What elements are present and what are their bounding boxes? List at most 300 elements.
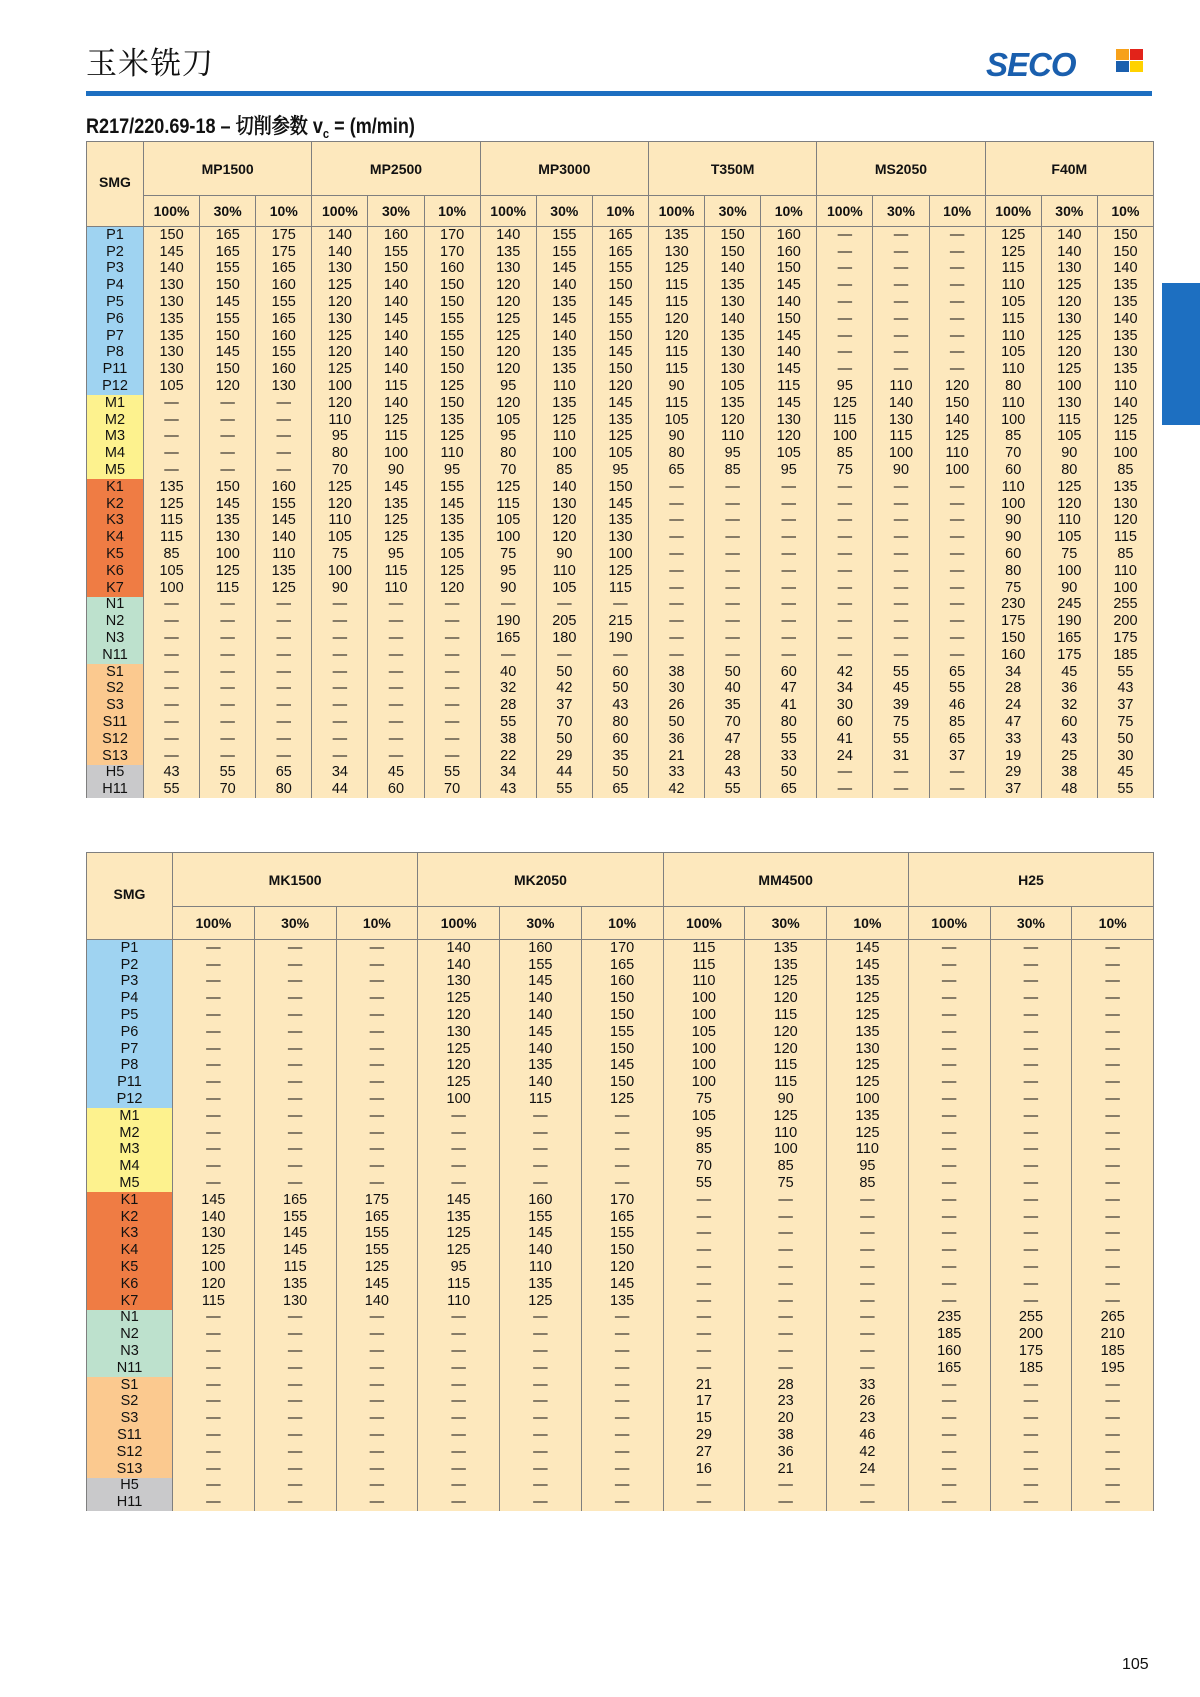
value-cell: 160 [256,361,312,378]
value-cell: — [873,765,929,782]
value-cell: — [990,1259,1072,1276]
table-row [87,748,1154,765]
value-cell: 160 [500,1192,582,1209]
value-cell: — [648,496,704,513]
value-cell: — [254,1007,336,1024]
value-cell: 130 [312,311,368,328]
value-cell: 145 [761,395,817,412]
value-cell: 100 [985,496,1041,513]
value-cell: — [254,1326,336,1343]
value-cell: 115 [480,496,536,513]
value-cell: — [1072,1192,1154,1209]
value-cell: — [256,647,312,664]
value-cell: — [200,748,256,765]
value-cell: 120 [480,361,536,378]
table-row [87,1108,1154,1125]
value-cell: 90 [648,378,704,395]
value-cell: 70 [200,781,256,798]
value-cell: 175 [1041,647,1097,664]
value-cell: — [990,1394,1072,1411]
value-cell: 45 [1097,765,1153,782]
value-cell: — [200,429,256,446]
value-cell: 105 [536,580,592,597]
value-cell: 23 [745,1394,827,1411]
value-cell: 130 [144,345,200,362]
table-row [87,1175,1154,1192]
table-row [87,1343,1154,1360]
value-cell: — [368,630,424,647]
value-cell: — [581,1158,663,1175]
subtitle-unit: = (m/min) [329,115,415,138]
value-cell: 110 [985,479,1041,496]
value-cell: 130 [592,529,648,546]
value-cell: — [908,1427,990,1444]
value-cell: — [336,1478,418,1495]
value-cell: 100 [663,990,745,1007]
value-cell: — [990,1478,1072,1495]
value-cell: 90 [536,546,592,563]
value-cell: 90 [1041,580,1097,597]
value-cell: 130 [1097,496,1153,513]
value-cell: 33 [827,1377,909,1394]
value-cell: — [663,1276,745,1293]
value-cell: 43 [1097,681,1153,698]
value-cell: 140 [368,395,424,412]
smg-cell: S1 [87,664,144,681]
value-cell: — [500,1410,582,1427]
smg-cell: M3 [87,1142,173,1159]
value-cell: 70 [985,445,1041,462]
table-row [87,529,1154,546]
value-cell: — [500,1142,582,1159]
value-cell: — [254,1410,336,1427]
smg-cell: P6 [87,1024,173,1041]
page-number: 105 [1122,1656,1149,1673]
value-cell: 110 [312,412,368,429]
value-cell: — [336,1024,418,1041]
value-cell: 45 [1041,664,1097,681]
value-cell: — [827,1343,909,1360]
table-row [87,1326,1154,1343]
table-row [87,697,1154,714]
value-cell: — [368,681,424,698]
value-cell: — [173,1394,255,1411]
value-cell: 120 [1041,496,1097,513]
value-cell: — [745,1226,827,1243]
value-cell: 85 [817,445,873,462]
value-cell: — [990,957,1072,974]
value-cell: 125 [1041,361,1097,378]
value-cell: 33 [648,765,704,782]
value-cell: 150 [144,227,200,244]
value-cell: 115 [1041,412,1097,429]
value-cell: — [312,664,368,681]
value-cell: 23 [827,1410,909,1427]
smg-cell: N3 [87,1343,173,1360]
value-cell: 115 [648,277,704,294]
percent-header: 10% [581,907,663,940]
value-cell: — [336,974,418,991]
value-cell: — [908,1293,990,1310]
value-cell: 41 [817,731,873,748]
value-cell: 105 [144,378,200,395]
value-cell: 120 [312,294,368,311]
grade-header: MK2050 [418,853,663,907]
value-cell: — [424,714,480,731]
value-cell: — [648,647,704,664]
value-cell: 165 [592,244,648,261]
value-cell: — [908,990,990,1007]
value-cell: 38 [745,1427,827,1444]
value-cell: 230 [985,597,1041,614]
value-cell: 24 [985,697,1041,714]
value-cell: — [990,1377,1072,1394]
value-cell: 135 [592,513,648,530]
value-cell: — [827,1226,909,1243]
value-cell: — [827,1310,909,1327]
value-cell: 125 [368,529,424,546]
smg-cell: N11 [87,1360,173,1377]
cutting-data-table-1 [86,141,1154,798]
value-cell: 55 [663,1175,745,1192]
value-cell: 125 [312,277,368,294]
value-cell: 115 [985,261,1041,278]
value-cell: — [705,597,761,614]
value-cell: 125 [336,1259,418,1276]
value-cell: — [144,462,200,479]
value-cell: 110 [745,1125,827,1142]
value-cell: 125 [424,563,480,580]
value-cell: — [745,1276,827,1293]
value-cell: — [873,529,929,546]
smg-cell: H5 [87,1478,173,1495]
value-cell: — [929,630,985,647]
value-cell: 110 [985,277,1041,294]
value-cell: 140 [312,227,368,244]
smg-cell: M5 [87,1175,173,1192]
table-row [87,765,1154,782]
value-cell: 80 [1041,462,1097,479]
smg-header: SMG [87,142,144,227]
value-cell: — [908,1058,990,1075]
value-cell: 95 [480,429,536,446]
value-cell: 135 [1097,328,1153,345]
value-cell: — [581,1478,663,1495]
smg-cell: K6 [87,563,144,580]
value-cell: 175 [990,1343,1072,1360]
value-cell: 42 [648,781,704,798]
value-cell: — [648,513,704,530]
value-cell: 95 [827,1158,909,1175]
value-cell: 145 [761,328,817,345]
value-cell: 19 [985,748,1041,765]
value-cell: — [908,1158,990,1175]
value-cell: 65 [592,781,648,798]
value-cell: 125 [312,361,368,378]
value-cell: — [424,681,480,698]
value-cell: 125 [312,479,368,496]
value-cell: — [929,294,985,311]
value-cell: 85 [536,462,592,479]
value-cell: 115 [648,294,704,311]
percent-header: 30% [990,907,1072,940]
value-cell: 100 [480,529,536,546]
value-cell: — [144,697,200,714]
value-cell: — [761,563,817,580]
value-cell: 140 [418,957,500,974]
value-cell: 90 [873,462,929,479]
value-cell: 130 [536,496,592,513]
smg-cell: M3 [87,429,144,446]
value-cell: 25 [1041,748,1097,765]
value-cell: — [1072,1427,1154,1444]
value-cell: — [929,328,985,345]
smg-cell: P4 [87,990,173,1007]
value-cell: — [745,1326,827,1343]
value-cell: 190 [1041,613,1097,630]
value-cell: 75 [663,1091,745,1108]
value-cell: 55 [929,681,985,698]
value-cell: — [200,613,256,630]
value-cell: — [705,546,761,563]
smg-cell: P5 [87,294,144,311]
value-cell: 125 [929,429,985,446]
value-cell: 90 [985,513,1041,530]
value-cell: 135 [745,940,827,957]
value-cell: 26 [648,697,704,714]
value-cell: 115 [745,1007,827,1024]
value-cell: 140 [1097,311,1153,328]
value-cell: — [173,1024,255,1041]
value-cell: — [873,781,929,798]
value-cell: — [200,647,256,664]
value-cell: 135 [368,496,424,513]
value-cell: 39 [873,697,929,714]
value-cell: — [200,731,256,748]
value-cell: — [254,1343,336,1360]
value-cell: 95 [424,462,480,479]
value-cell: 145 [827,940,909,957]
value-cell: — [173,940,255,957]
value-cell: 140 [929,412,985,429]
value-cell: 150 [581,1041,663,1058]
value-cell: 90 [985,529,1041,546]
percent-header: 100% [648,196,704,227]
value-cell: 120 [480,395,536,412]
value-cell: 125 [200,563,256,580]
percent-header: 100% [480,196,536,227]
value-cell: — [424,597,480,614]
value-cell: 125 [480,311,536,328]
value-cell: 135 [480,244,536,261]
value-cell: 145 [200,345,256,362]
value-cell: 36 [745,1444,827,1461]
value-cell: 22 [480,748,536,765]
value-cell: — [990,1226,1072,1243]
value-cell: 29 [536,748,592,765]
value-cell: 130 [1041,261,1097,278]
percent-header: 10% [592,196,648,227]
value-cell: — [990,1444,1072,1461]
value-cell: 125 [256,580,312,597]
value-cell: — [1072,1058,1154,1075]
value-cell: — [254,1142,336,1159]
value-cell: — [173,1310,255,1327]
value-cell: — [705,496,761,513]
value-cell: — [418,1360,500,1377]
brand-wordmark: SECO [986,46,1076,83]
value-cell: — [480,597,536,614]
percent-header: 100% [663,907,745,940]
value-cell: — [648,529,704,546]
value-cell: 37 [1097,697,1153,714]
value-cell: — [990,940,1072,957]
value-cell: 130 [173,1226,255,1243]
value-cell: — [908,1192,990,1209]
value-cell: — [336,1310,418,1327]
value-cell: 43 [1041,731,1097,748]
value-cell: 140 [705,261,761,278]
value-cell: 160 [424,261,480,278]
value-cell: 145 [536,261,592,278]
smg-cell: H11 [87,1494,173,1511]
value-cell: 145 [254,1226,336,1243]
value-cell: — [254,957,336,974]
value-cell: — [173,974,255,991]
table-row [87,277,1154,294]
smg-cell: S2 [87,681,144,698]
value-cell: 145 [761,361,817,378]
value-cell: 115 [745,1074,827,1091]
smg-cell: M4 [87,1158,173,1175]
value-cell: — [500,1394,582,1411]
value-cell: 155 [368,244,424,261]
value-cell: 110 [368,580,424,597]
value-cell: — [908,1494,990,1511]
value-cell: 140 [368,328,424,345]
value-cell: 100 [173,1259,255,1276]
value-cell: 105 [761,445,817,462]
value-cell: — [827,1276,909,1293]
smg-cell: S12 [87,1444,173,1461]
value-cell: 160 [581,974,663,991]
value-cell: 105 [480,513,536,530]
value-cell: 155 [581,1024,663,1041]
value-cell: 125 [827,990,909,1007]
value-cell: — [312,613,368,630]
value-cell: — [500,1478,582,1495]
smg-cell: P4 [87,277,144,294]
value-cell: 135 [536,395,592,412]
value-cell: 150 [592,361,648,378]
value-cell: — [1072,1461,1154,1478]
value-cell: 135 [648,227,704,244]
value-cell: — [418,1125,500,1142]
value-cell: 155 [336,1242,418,1259]
value-cell: 47 [705,731,761,748]
value-cell: — [990,1175,1072,1192]
table-row [87,412,1154,429]
value-cell: 115 [817,412,873,429]
value-cell: — [312,681,368,698]
value-cell: 115 [418,1276,500,1293]
value-cell: — [873,496,929,513]
value-cell: — [173,1142,255,1159]
value-cell: — [254,1494,336,1511]
smg-cell: S2 [87,1394,173,1411]
value-cell: — [1072,1108,1154,1125]
value-cell: — [418,1410,500,1427]
value-cell: — [173,1125,255,1142]
value-cell: — [254,1427,336,1444]
value-cell: — [500,1461,582,1478]
value-cell: — [908,1444,990,1461]
value-cell: — [873,261,929,278]
value-cell: — [144,445,200,462]
value-cell: 120 [592,378,648,395]
value-cell: 45 [368,765,424,782]
value-cell: — [173,1410,255,1427]
value-cell: — [173,1494,255,1511]
value-cell: — [873,345,929,362]
value-cell: 33 [985,731,1041,748]
value-cell: 130 [873,412,929,429]
value-cell: — [144,597,200,614]
subtitle-subscript: c [322,126,330,142]
value-cell: 140 [173,1209,255,1226]
smg-cell: K4 [87,1242,173,1259]
value-cell: 125 [1041,277,1097,294]
value-cell: 105 [1041,529,1097,546]
value-cell: — [581,1125,663,1142]
smg-cell: H5 [87,765,144,782]
value-cell: 95 [418,1259,500,1276]
value-cell: 155 [424,479,480,496]
value-cell: — [745,1293,827,1310]
value-cell: 30 [648,681,704,698]
value-cell: — [254,1360,336,1377]
value-cell: 28 [705,748,761,765]
value-cell: 135 [254,1276,336,1293]
value-cell: — [500,1494,582,1511]
value-cell: 115 [368,429,424,446]
value-cell: 44 [536,765,592,782]
value-cell: 38 [648,664,704,681]
value-cell: — [705,647,761,664]
value-cell: 120 [745,990,827,1007]
value-cell: — [1072,1293,1154,1310]
value-cell: — [827,1209,909,1226]
value-cell: — [663,1343,745,1360]
value-cell: 135 [144,479,200,496]
value-cell: — [256,731,312,748]
value-cell: — [648,597,704,614]
value-cell: — [1072,1024,1154,1041]
value-cell: — [705,479,761,496]
smg-cell: K5 [87,546,144,563]
table-row [87,974,1154,991]
value-cell: 30 [817,697,873,714]
value-cell: 150 [581,1074,663,1091]
value-cell: — [200,445,256,462]
value-cell: — [418,1326,500,1343]
value-cell: 165 [336,1209,418,1226]
value-cell: 120 [929,378,985,395]
percent-header-row [87,907,1154,940]
value-cell: 37 [985,781,1041,798]
value-cell: 150 [581,1007,663,1024]
value-cell: 120 [536,529,592,546]
